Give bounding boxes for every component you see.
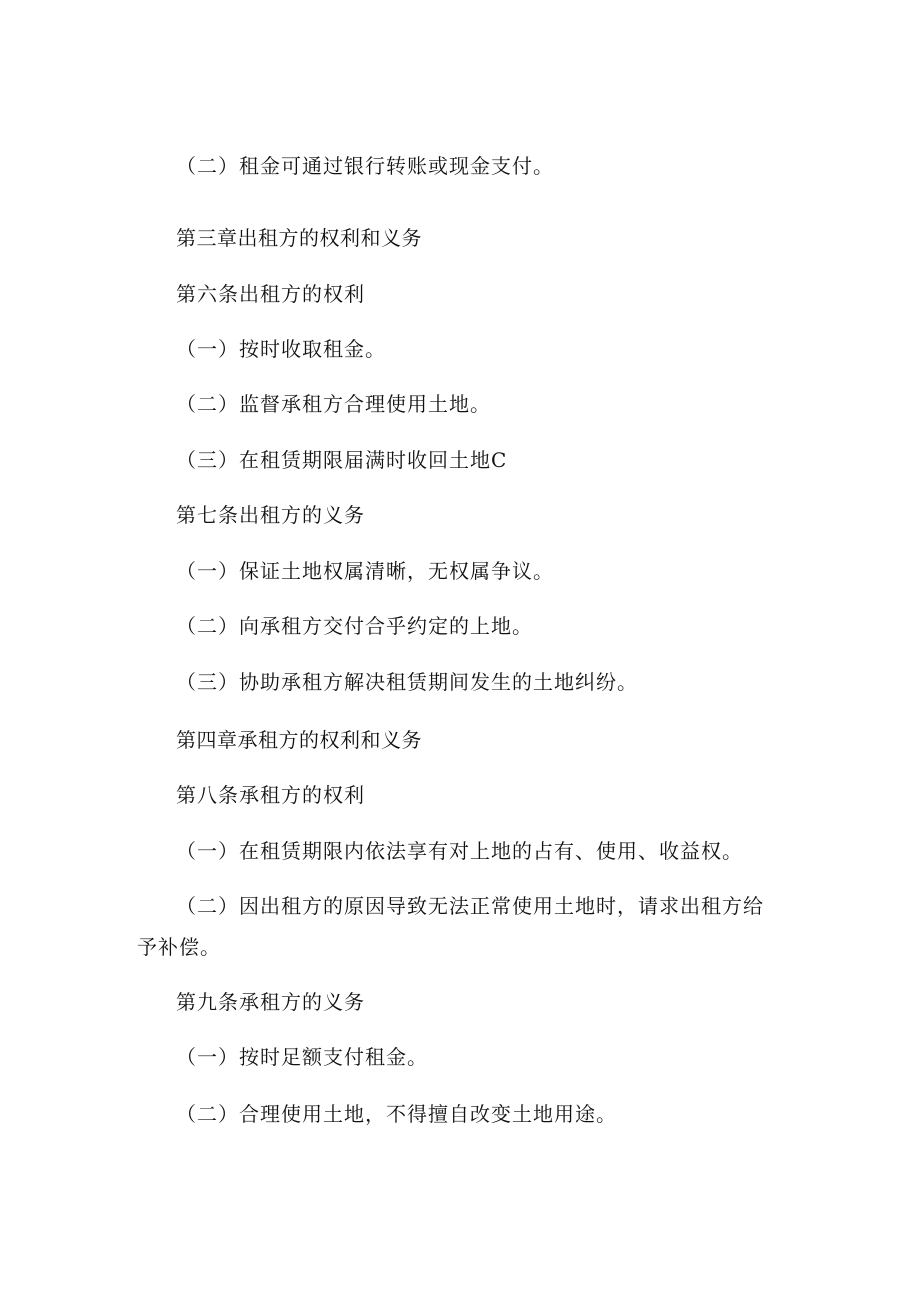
clause-item: （一）保证土地权属清晰，无权属争议。 <box>176 559 554 583</box>
clause-item: （二）监督承租方合理使用土地。 <box>176 392 491 416</box>
clause-item: （一）按时足额支付租金。 <box>176 1045 428 1069</box>
clause-item: （二）租金可通过银行转账或现金支付。 <box>176 154 554 178</box>
chapter-heading: 第四章承租方的权利和义务 <box>176 728 422 752</box>
clause-item-continuation: 予补偿。 <box>137 935 221 959</box>
clause-item: （一）按时收取租金。 <box>176 337 386 361</box>
clause-item: （二）向承租方交付合乎约定的上地。 <box>176 614 533 638</box>
chapter-heading: 第三章出租方的权利和义务 <box>176 226 422 250</box>
article-title: 第八条承租方的权利 <box>176 783 365 807</box>
article-title: 第七条出租方的义务 <box>176 503 365 527</box>
clause-item: （三）协助承租方解决租赁期间发生的土地纠纷。 <box>176 670 638 694</box>
clause-item: （一）在租赁期限内依法享有对上地的占有、使用、收益权。 <box>176 839 743 863</box>
clause-item: （二）合理使用土地，不得擅自改变土地用途。 <box>176 1102 617 1126</box>
article-title: 第六条出租方的权利 <box>176 282 365 306</box>
article-title: 第九条承租方的义务 <box>176 990 365 1014</box>
clause-item: （三）在租赁期限届满时收回土地C <box>176 448 508 472</box>
clause-item: （二）因出租方的原因导致无法正常使用土地时，请求出租方给 <box>176 894 764 918</box>
